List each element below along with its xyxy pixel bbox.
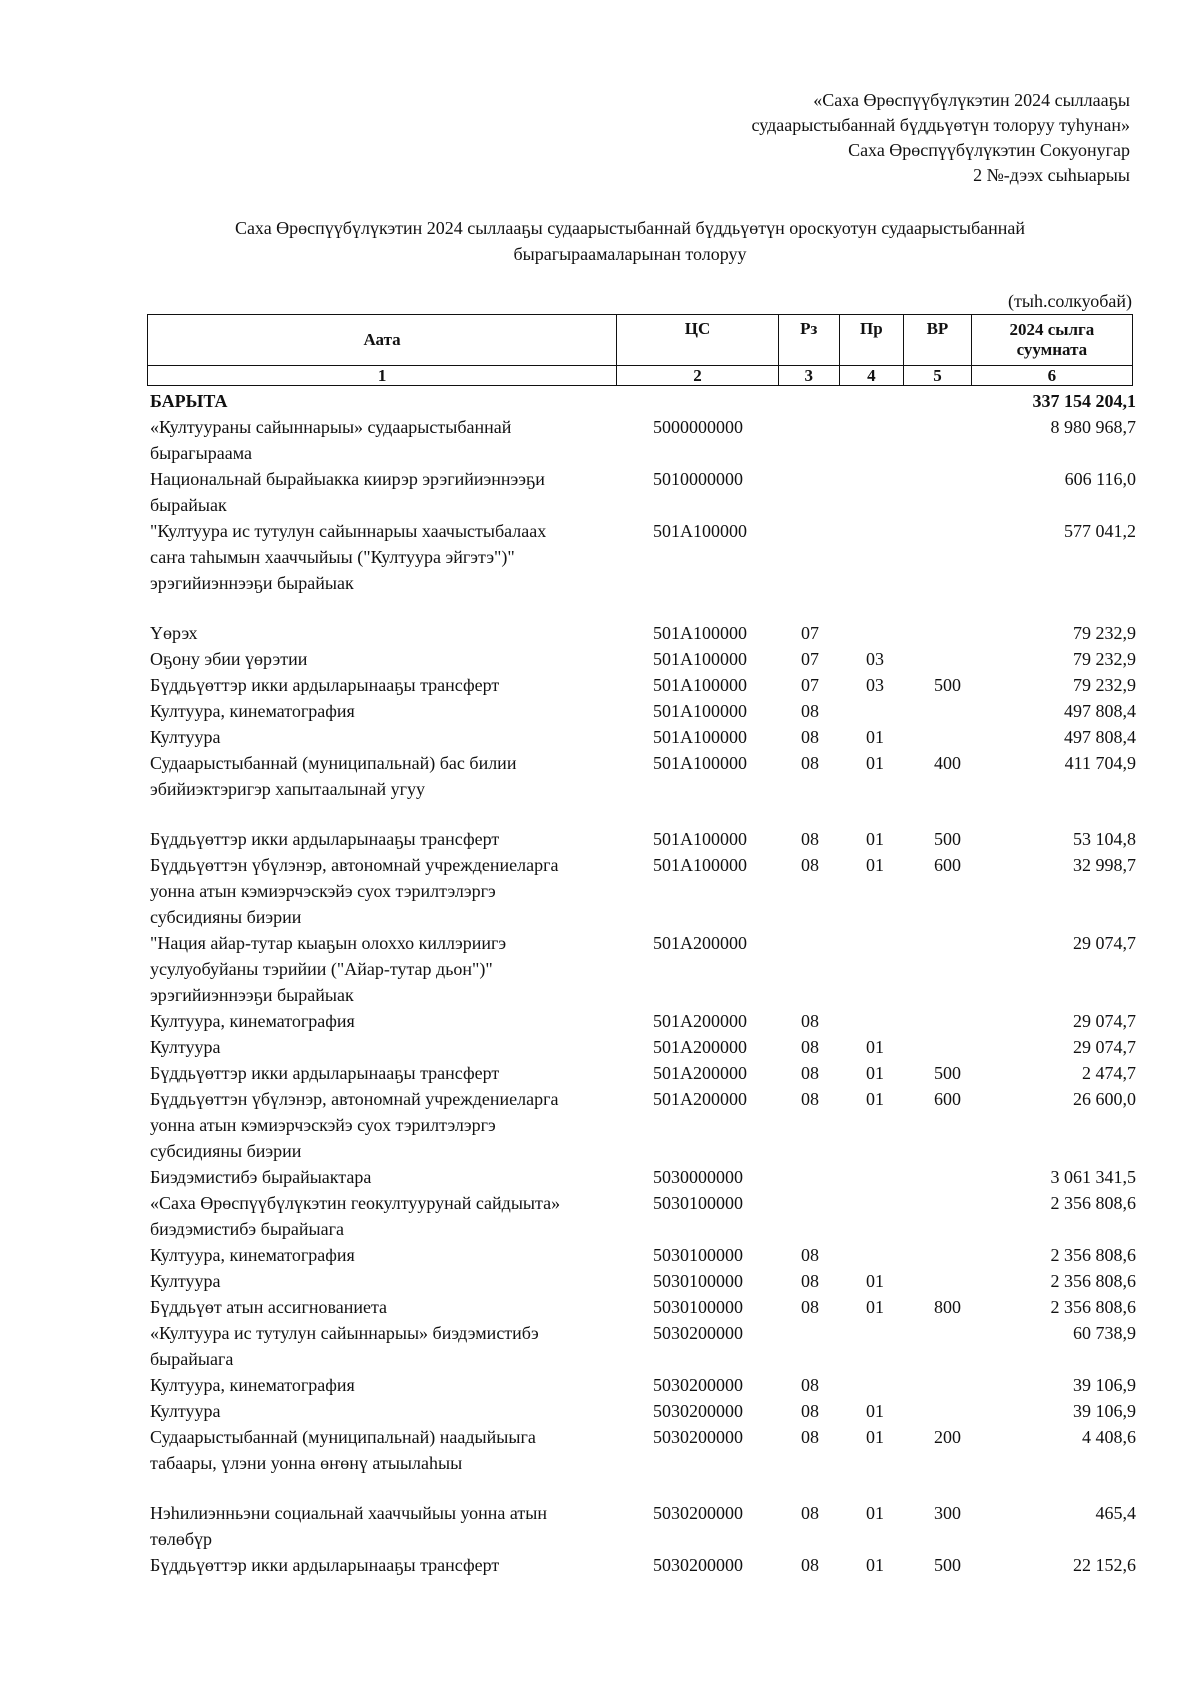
row-name-line: бырайыак (150, 495, 227, 515)
row-name-line: субсидияны биэрии (150, 1141, 302, 1161)
row-rz: 08 (801, 1555, 819, 1575)
table-row (150, 1500, 1136, 1552)
row-sum: 4 408,6 (1082, 1427, 1136, 1447)
row-sum: 497 808,4 (1064, 727, 1136, 747)
row-cs: 501A200000 (653, 1063, 747, 1083)
row-name (150, 620, 605, 646)
row-sum: 22 152,6 (1073, 1555, 1136, 1575)
table-row (150, 930, 1136, 1008)
row-sum: 29 074,7 (1073, 933, 1136, 953)
row-name-line: БАРЫТА (150, 391, 228, 411)
row-name-line: Култуура, кинематография (150, 1375, 355, 1395)
row-name (150, 930, 605, 1008)
row-name-line: эрэгийиэннээҕи бырайыак (150, 573, 354, 593)
row-name-line: «Саха Өрөспүүбүлүкэтин геокултуурунай сайдыыта» (150, 1193, 561, 1213)
table-row (150, 1372, 1136, 1398)
row-rz: 08 (801, 1375, 819, 1395)
row-sum: 577 041,2 (1064, 521, 1136, 541)
row-rz: 07 (801, 675, 819, 695)
col-number: 6 (971, 366, 1132, 386)
row-cs: 501A200000 (653, 1037, 747, 1057)
title-line: бырагыраамаларынан толоруу (513, 244, 747, 264)
table-body (150, 388, 1136, 1578)
row-name-line: «Култуура ис тутулун сайыннарыы» биэдэмистибэ (150, 1323, 539, 1343)
row-name (150, 852, 605, 930)
table-row (150, 518, 1136, 596)
row-name-line: "Нация айар-тутар кыаҕын олоххо киллэриигэ (150, 933, 507, 953)
row-vr: 600 (934, 1089, 961, 1109)
row-sum: 32 998,7 (1073, 855, 1136, 875)
row-cs: 501A100000 (653, 623, 747, 643)
table-row (150, 466, 1136, 518)
row-rz: 08 (801, 1037, 819, 1057)
row-cs: 5030200000 (653, 1555, 743, 1575)
row-name (150, 414, 605, 466)
row-name-line: Судаарыстыбаннай (муниципальнай) наадыйыыга (150, 1427, 536, 1447)
row-name-line: уонна атын кэмиэрчэскэйэ суох тэрилтэлэргэ (150, 881, 496, 901)
row-sum: 79 232,9 (1073, 649, 1136, 669)
row-vr: 500 (934, 1063, 961, 1083)
row-name (150, 1190, 605, 1242)
row-rz: 08 (801, 727, 819, 747)
row-name-line: эбийиэктэригэр хапытаалынай угуу (150, 779, 425, 799)
table-row (150, 826, 1136, 852)
row-name (150, 750, 605, 802)
row-name (150, 1294, 605, 1320)
col-header-pr: Пр (839, 315, 904, 366)
col-header-sum-line: суумната (1016, 340, 1088, 359)
row-name (150, 388, 605, 414)
table-row (150, 1060, 1136, 1086)
row-cs: 501A100000 (653, 521, 747, 541)
row-name-line: биэдэмистибэ бырайыага (150, 1219, 344, 1239)
table-row (150, 1424, 1136, 1476)
col-header-sum (971, 315, 1132, 366)
appendix-header (751, 88, 1130, 188)
row-vr: 500 (934, 829, 961, 849)
row-name-line: Бүддьүөттэн үбүлэнэр, автономнай учреждениеларга (150, 1089, 559, 1109)
table-row (150, 414, 1136, 466)
row-cs: 5030100000 (653, 1271, 743, 1291)
row-vr: 400 (934, 753, 961, 773)
table-row (150, 1320, 1136, 1372)
row-name-line: Бүддьүөттэр икки ардыларынааҕы трансферт (150, 1063, 500, 1083)
row-cs: 5030200000 (653, 1427, 743, 1447)
row-pr: 01 (866, 1555, 884, 1575)
table-row (150, 1164, 1136, 1190)
row-cs: 501A200000 (653, 933, 747, 953)
row-rz: 08 (801, 1297, 819, 1317)
row-name-line: бырайыага (150, 1349, 234, 1369)
row-cs: 501A200000 (653, 1089, 747, 1109)
col-number: 1 (148, 366, 617, 386)
row-name (150, 1164, 605, 1190)
row-rz: 08 (801, 1089, 819, 1109)
row-name-line: Култуура, кинематография (150, 1011, 355, 1031)
row-name-line: Бүддьүөттэр икки ардыларынааҕы трансферт (150, 829, 500, 849)
row-sum: 337 154 204,1 (1032, 391, 1136, 411)
row-name (150, 1086, 605, 1164)
row-name-line: Национальнай бырайыакка киирэр эрэгийиэннээҕи (150, 469, 545, 489)
row-rz: 08 (801, 701, 819, 721)
table-row (150, 698, 1136, 724)
row-rz: 08 (801, 1011, 819, 1031)
row-cs: 501A100000 (653, 753, 747, 773)
row-name-line: Култуура (150, 1037, 221, 1057)
col-header-rz: Рз (778, 315, 839, 366)
row-sum: 29 074,7 (1073, 1011, 1136, 1031)
row-sum: 39 106,9 (1073, 1375, 1136, 1395)
row-name (150, 724, 605, 750)
row-name-line: Бүддьүөттэр икки ардыларынааҕы трансферт (150, 1555, 500, 1575)
row-name (150, 1552, 605, 1578)
row-sum: 2 356 808,6 (1050, 1297, 1136, 1317)
row-sum: 497 808,4 (1064, 701, 1136, 721)
table-row (150, 1552, 1136, 1578)
row-name-line: уонна атын кэмиэрчэскэйэ суох тэрилтэлэргэ (150, 1115, 496, 1135)
table-row (150, 852, 1136, 930)
row-name (150, 646, 605, 672)
row-pr: 01 (866, 1503, 884, 1523)
row-pr: 01 (866, 1063, 884, 1083)
row-cs: 5030100000 (653, 1297, 743, 1317)
row-pr: 01 (866, 727, 884, 747)
row-name-line: Култуура (150, 1271, 221, 1291)
row-sum: 465,4 (1095, 1503, 1136, 1523)
row-cs: 5030200000 (653, 1375, 743, 1395)
row-vr: 500 (934, 1555, 961, 1575)
row-rz: 08 (801, 1245, 819, 1265)
col-number: 3 (778, 366, 839, 386)
row-cs: 501A100000 (653, 855, 747, 875)
row-cs: 5030000000 (653, 1167, 743, 1187)
row-name (150, 1500, 605, 1552)
row-rz: 07 (801, 649, 819, 669)
row-rz: 08 (801, 829, 819, 849)
row-name (150, 1008, 605, 1034)
row-name (150, 1398, 605, 1424)
row-name-line: усулуобуйаны тэрийии ("Айар-тутар дьон")" (150, 959, 493, 979)
row-cs: 5030200000 (653, 1503, 743, 1523)
row-name-line: Култуура, кинематография (150, 1245, 355, 1265)
row-rz: 08 (801, 1271, 819, 1291)
row-pr: 01 (866, 1297, 884, 1317)
row-sum: 2 356 808,6 (1050, 1271, 1136, 1291)
row-pr: 03 (866, 649, 884, 669)
row-name (150, 826, 605, 852)
row-name (150, 1060, 605, 1086)
row-sum: 411 704,9 (1064, 753, 1136, 773)
row-rz: 08 (801, 855, 819, 875)
row-sum: 26 600,0 (1073, 1089, 1136, 1109)
row-cs: 501A100000 (653, 727, 747, 747)
row-rz: 08 (801, 1503, 819, 1523)
table-row (150, 646, 1136, 672)
header-line: Саха Өрөспүүбүлүкэтин Сокуонугар (848, 140, 1130, 160)
row-name-line: Култуура (150, 727, 221, 747)
row-sum: 79 232,9 (1073, 675, 1136, 695)
row-pr: 01 (866, 829, 884, 849)
table-row (150, 1034, 1136, 1060)
row-name-line: Судаарыстыбаннай (муниципальнай) бас билии (150, 753, 517, 773)
row-vr: 200 (934, 1427, 961, 1447)
col-header-name: Аата (148, 315, 617, 366)
row-sum: 606 116,0 (1064, 469, 1136, 489)
row-name-line: "Култуура ис тутулун сайыннарыы хаачыстыбалаах (150, 521, 547, 541)
col-number: 5 (904, 366, 972, 386)
row-cs: 5010000000 (653, 469, 743, 489)
table-row (150, 750, 1136, 802)
table-row (150, 724, 1136, 750)
row-pr: 01 (866, 1427, 884, 1447)
row-name (150, 1424, 605, 1476)
table-row (150, 1398, 1136, 1424)
row-name-line: Бүддьүөт атын ассигнованиета (150, 1297, 388, 1317)
row-cs: 5030100000 (653, 1193, 743, 1213)
header-line: судаарыстыбаннай бүддьүөтүн толоруу туһунан» (751, 115, 1130, 135)
row-sum: 2 356 808,6 (1050, 1245, 1136, 1265)
row-sum: 79 232,9 (1073, 623, 1136, 643)
col-number: 2 (617, 366, 779, 386)
row-name-line: Үөрэх (150, 623, 198, 643)
row-name (150, 1372, 605, 1398)
row-rz: 08 (801, 1401, 819, 1421)
title-line: Саха Өрөспүүбүлүкэтин 2024 сыллааҕы судаарыстыбаннай бүддьүөтүн ороскуотун судаарыстыбаннай (234, 218, 1026, 238)
row-name (150, 1034, 605, 1060)
row-cs: 501A200000 (653, 1011, 747, 1031)
row-cs: 501A100000 (653, 701, 747, 721)
row-cs: 5030100000 (653, 1245, 743, 1265)
row-name-line: Бүддьүөттэр икки ардыларынааҕы трансферт (150, 675, 500, 695)
row-name-line: Култуура, кинематография (150, 701, 355, 721)
row-vr: 300 (934, 1503, 961, 1523)
row-sum: 8 980 968,7 (1050, 417, 1136, 437)
col-header-sum-line: 2024 сылга (1009, 320, 1095, 339)
row-name (150, 466, 605, 518)
header-line: «Саха Өрөспүүбүлүкэтин 2024 сыллааҕы (813, 90, 1130, 110)
row-cs: 501A100000 (653, 675, 747, 695)
row-name-line: Култуура (150, 1401, 221, 1421)
row-name-line: Оҕону эбии үөрэтии (150, 649, 308, 669)
row-name-line: «Култуураны сайыннарыы» судаарыстыбаннай (150, 417, 512, 437)
table-row (150, 1190, 1136, 1242)
col-header-vr: ВР (904, 315, 972, 366)
row-vr: 500 (934, 675, 961, 695)
row-pr: 01 (866, 1271, 884, 1291)
header-line: 2 №-дээх сыһыарыы (973, 165, 1130, 185)
row-vr: 800 (934, 1297, 961, 1317)
row-cs: 5000000000 (653, 417, 743, 437)
row-pr: 01 (866, 855, 884, 875)
row-name-line: саҥа таһымын хааччыйыы ("Култуура эйгэтэ")" (150, 547, 515, 567)
row-name-line: Биэдэмистибэ бырайыактара (150, 1167, 372, 1187)
row-name-line: Бүддьүөттэн үбүлэнэр, автономнай учреждениеларга (150, 855, 559, 875)
row-name (150, 672, 605, 698)
row-name (150, 1242, 605, 1268)
row-name-line: табаары, үлэни уонна өҥөнү атыылаһыы (150, 1453, 463, 1473)
row-sum: 2 474,7 (1082, 1063, 1136, 1083)
table-row (150, 1086, 1136, 1164)
table-row (150, 1008, 1136, 1034)
row-cs: 5030200000 (653, 1401, 743, 1421)
row-cs: 501A100000 (653, 649, 747, 669)
row-pr: 01 (866, 1089, 884, 1109)
table-row (150, 1294, 1136, 1320)
table-row (150, 1242, 1136, 1268)
row-name (150, 698, 605, 724)
row-cs: 5030200000 (653, 1323, 743, 1343)
row-sum: 3 061 341,5 (1050, 1167, 1136, 1187)
row-sum: 53 104,8 (1073, 829, 1136, 849)
row-vr: 600 (934, 855, 961, 875)
row-cs: 501A100000 (653, 829, 747, 849)
row-rz: 08 (801, 753, 819, 773)
table-row (150, 388, 1136, 414)
table-row (150, 1268, 1136, 1294)
row-name-line: эрэгийиэннээҕи бырайыак (150, 985, 354, 1005)
row-pr: 03 (866, 675, 884, 695)
col-header-cs: ЦС (617, 315, 779, 366)
row-sum: 60 738,9 (1073, 1323, 1136, 1343)
row-name (150, 1268, 605, 1294)
row-name (150, 518, 605, 596)
col-number: 4 (839, 366, 904, 386)
row-name-line: бырагыраама (150, 443, 252, 463)
row-rz: 08 (801, 1427, 819, 1447)
row-name-line: субсидияны биэрии (150, 907, 302, 927)
row-sum: 39 106,9 (1073, 1401, 1136, 1421)
row-pr: 01 (866, 1401, 884, 1421)
table-row (150, 620, 1136, 646)
table-row (150, 672, 1136, 698)
row-name-line: төлөбүр (150, 1529, 213, 1549)
units-note: (тыһ.солкуобай) (1007, 291, 1132, 311)
document-title (150, 215, 1110, 267)
table-header (147, 314, 1133, 386)
row-sum: 2 356 808,6 (1050, 1193, 1136, 1213)
row-sum: 29 074,7 (1073, 1037, 1136, 1057)
row-name (150, 1320, 605, 1372)
row-name-line: Нэһилиэнньэни социальнай хааччыйыы уонна атын (150, 1503, 547, 1523)
row-rz: 08 (801, 1063, 819, 1083)
row-pr: 01 (866, 753, 884, 773)
row-pr: 01 (866, 1037, 884, 1057)
row-rz: 07 (801, 623, 819, 643)
